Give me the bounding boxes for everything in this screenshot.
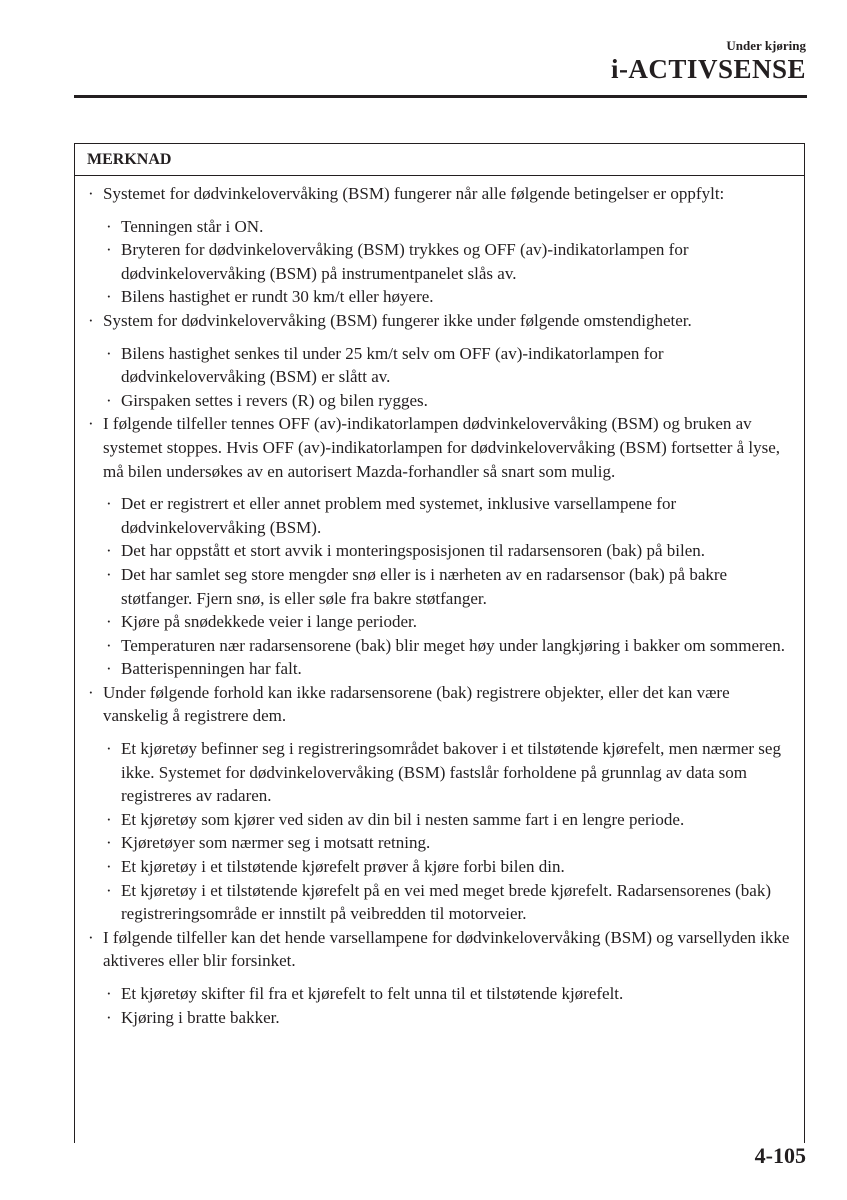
bullet-dot-icon: ·	[106, 240, 112, 260]
bullet-dot-icon: ·	[106, 635, 112, 655]
bullet-dot-icon: ·	[106, 1007, 112, 1027]
sub-bullet-text: Bilens hastighet er rundt 30 km/t eller høyere.	[121, 287, 434, 307]
bullet-dot-icon: ·	[106, 833, 112, 853]
sub-bullet-text: Et kjøretøy i et tilstøtende kjørefelt prøver å kjøre forbi bilen din.	[121, 857, 565, 877]
note-heading: MERKNAD	[75, 144, 804, 176]
bullet-text: Under følgende forhold kan ikke radarsensorene (bak) registrere objekter, eller det kan være vanskelig å registrere dem.	[103, 682, 730, 726]
bullet-dot-icon: ·	[106, 343, 112, 363]
bullet-dot-icon: ·	[88, 414, 94, 434]
sub-bullet-item	[87, 539, 794, 563]
sub-bullet-text: Det har oppstått et stort avvik i monteringsposisjonen til radarsensoren (bak) på bilen.	[121, 541, 706, 561]
page-number: 4-105	[754, 1143, 806, 1168]
bullet-dot-icon: ·	[106, 739, 112, 759]
sub-bullet-text: Et kjøretøy i et tilstøtende kjørefelt på en vei med meget brede kjørefelt. Radarsensorenes (bak) registreringsområde er innstilt på veibredden til motorveier.	[121, 880, 772, 924]
sub-bullet-item	[87, 808, 794, 832]
sub-bullet-item	[87, 215, 794, 239]
sub-bullet-item	[87, 285, 794, 309]
bullet-dot-icon: ·	[106, 857, 112, 877]
header-section: Under kjøring	[726, 38, 806, 53]
bullet-item	[87, 926, 794, 973]
sub-bullet-text: Et kjøretøy som kjører ved siden av din bil i nesten samme fart i en lengre periode.	[121, 809, 685, 829]
sub-bullet-text: Kjøre på snødekkede veier i lange perioder.	[121, 612, 417, 632]
bullet-text: I følgende tilfeller kan det hende varsellampene for dødvinkelovervåking (BSM) og varsellyden ikke aktiveres eller blir forsinket.	[103, 927, 790, 971]
sub-bullet-text: Det har samlet seg store mengder snø eller is i nærheten av en radarsensor (bak) på bakre støtfanger. Fjern snø, is eller søle fra bakre støtfanger.	[121, 564, 728, 608]
note-body	[75, 176, 804, 1029]
bullet-dot-icon: ·	[106, 541, 112, 561]
header-rule	[74, 95, 807, 98]
bullet-dot-icon: ·	[88, 310, 94, 330]
bullet-dot-icon: ·	[106, 809, 112, 829]
bullet-text: I følgende tilfeller tennes OFF (av)-indikatorlampen dødvinkelovervåking (BSM) og bruken av systemet stoppes. Hvis OFF (av)-indikatorlampen for dødvinkelovervåking (BSM) fortsetter å lyse, må bilen undersøkes av en autorisert Mazda-forhandler så snart som mulig.	[103, 414, 781, 481]
sub-bullet-text: Bryteren for dødvinkelovervåking (BSM) trykkes og OFF (av)-indikatorlampen for dødvinkelovervåking (BSM) på instrumentpanelet slås av.	[121, 240, 689, 283]
note-box	[74, 143, 805, 1143]
bullet-dot-icon: ·	[88, 927, 94, 947]
bullet-dot-icon: ·	[106, 612, 112, 632]
sub-bullet-text: Batterispenningen har falt.	[121, 659, 302, 679]
bullet-dot-icon: ·	[88, 682, 94, 702]
sub-bullet-item	[87, 563, 794, 610]
sub-bullet-text: Girspaken settes i revers (R) og bilen rygges.	[121, 390, 428, 410]
bullet-dot-icon: ·	[106, 564, 112, 584]
bullet-text: System for dødvinkelovervåking (BSM) fungerer ikke under følgende omstendigheter.	[103, 310, 692, 330]
sub-bullet-text: Kjøretøyer som nærmer seg i motsatt retning.	[121, 833, 431, 853]
sub-bullet-text: Temperaturen nær radarsensorene (bak) blir meget høy under langkjøring i bakker om sommeren.	[121, 635, 785, 655]
bullet-dot-icon: ·	[106, 984, 112, 1003]
sub-bullet-item	[87, 634, 794, 658]
sub-bullet-text: Et kjøretøy befinner seg i registreringsområdet bakover i et tilstøtende kjørefelt, men nærmer seg ikke. Systemet for dødvinkelovervåking (BSM) fastslår forholdene på grunnlag av data som registreres av radaren.	[121, 739, 781, 806]
sub-bullet-text: Et kjøretøy skifter fil fra et kjørefelt to felt unna til et tilstøtende kjørefelt.	[121, 984, 624, 1003]
header-title: i-ACTIVSENSE	[610, 54, 806, 84]
bullet-item	[87, 182, 794, 206]
sub-bullet-item	[87, 1006, 794, 1030]
bullet-dot-icon: ·	[106, 880, 112, 900]
bullet-item	[87, 681, 794, 728]
bullet-item	[87, 309, 794, 333]
bullet-dot-icon: ·	[106, 287, 112, 307]
sub-bullet-item	[87, 831, 794, 855]
sub-bullet-item	[87, 389, 794, 413]
sub-bullet-item	[87, 342, 794, 389]
bullet-dot-icon: ·	[106, 494, 112, 514]
sub-bullet-item	[87, 492, 794, 539]
sub-bullet-item	[87, 238, 794, 285]
bullet-dot-icon: ·	[88, 184, 94, 203]
sub-bullet-text: Kjøring i bratte bakker.	[121, 1007, 280, 1027]
bullet-text: Systemet for dødvinkelovervåking (BSM) fungerer når alle følgende betingelser er oppfylt:	[103, 184, 725, 203]
sub-bullet-item	[87, 610, 794, 634]
sub-bullet-item	[87, 855, 794, 879]
bullet-dot-icon: ·	[106, 390, 112, 410]
bullet-dot-icon: ·	[106, 659, 112, 679]
sub-bullet-item	[87, 982, 794, 1006]
sub-bullet-text: Bilens hastighet senkes til under 25 km/t selv om OFF (av)-indikatorlampen for dødvinkelovervåking (BSM) er slått av.	[121, 343, 664, 387]
sub-bullet-item	[87, 879, 794, 926]
bullet-dot-icon: ·	[106, 216, 112, 236]
sub-bullet-text: Tenningen står i ON.	[121, 216, 264, 236]
sub-bullet-item	[87, 657, 794, 681]
bullet-item	[87, 412, 794, 483]
sub-bullet-text: Det er registrert et eller annet problem med systemet, inklusive varsellampene for dødvinkelovervåking (BSM).	[121, 494, 677, 537]
sub-bullet-item	[87, 737, 794, 808]
